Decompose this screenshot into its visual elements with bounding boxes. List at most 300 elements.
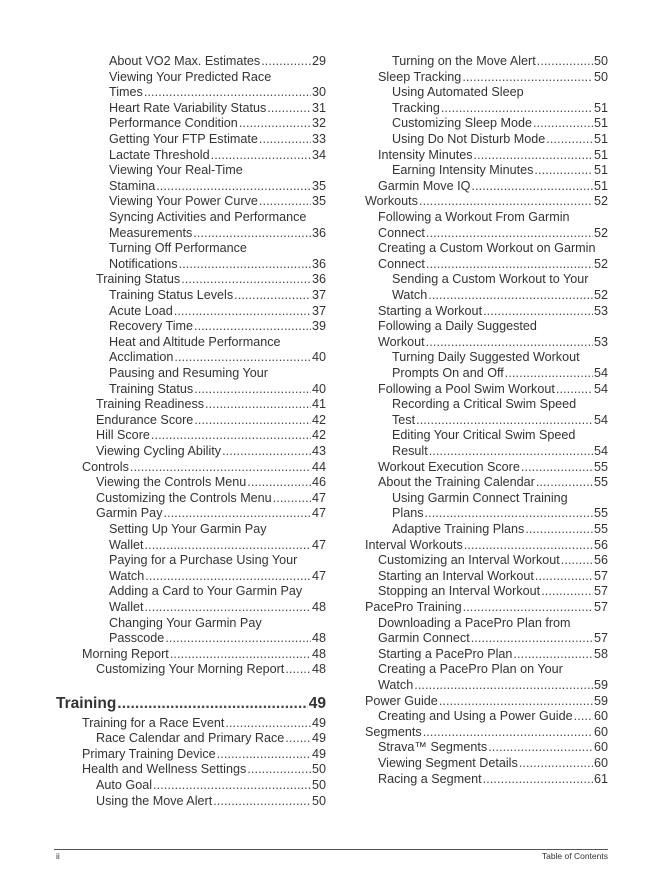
- toc-entry-title: Garmin Move IQ: [378, 178, 471, 193]
- toc-entry[interactable]: [54, 241, 326, 272]
- toc-page-number: 54: [593, 443, 608, 458]
- toc-dot-leader: [556, 382, 593, 398]
- toc-page-number: 59: [593, 677, 608, 692]
- toc-page-number: 51: [593, 100, 608, 115]
- toc-dot-leader: [441, 101, 593, 117]
- toc-dot-leader: [521, 460, 593, 476]
- toc-entry-title: Turning Off Performance: [109, 241, 247, 256]
- toc-entry-title: Following a Pool Swim Workout: [378, 381, 555, 396]
- toc-entry-title: Workout: [378, 334, 425, 349]
- toc-page-number: 49: [311, 746, 326, 761]
- toc-entry[interactable]: [365, 70, 608, 86]
- toc-page-number: 51: [593, 116, 608, 131]
- toc-entry-title: Creating a Custom Workout on Garmin: [378, 241, 596, 256]
- toc-dot-leader: [474, 148, 593, 164]
- toc-entry-title: PacePro Training: [365, 600, 462, 614]
- toc-entry-title: Garmin Connect: [378, 631, 470, 646]
- toc-entry-title: Stopping an Interval Workout: [378, 584, 541, 599]
- toc-entry-title: Viewing Segment Details: [378, 756, 518, 770]
- toc-entry-title: Racing a Segment: [378, 771, 482, 786]
- toc-entry[interactable]: [365, 132, 608, 148]
- toc-page-number: 55: [593, 475, 608, 490]
- toc-page-number: 61: [593, 771, 608, 786]
- toc-entry-title: Sleep Tracking: [378, 69, 462, 84]
- toc-dot-leader: [273, 491, 311, 507]
- toc-entry-title: Lactate Threshold: [109, 147, 210, 162]
- toc-entry-title: Auto Goal: [96, 778, 153, 792]
- toc-page-number: 36: [311, 256, 326, 271]
- toc-dot-leader: [505, 366, 593, 382]
- toc-page-number: 47: [311, 490, 326, 505]
- toc-page-number: 49: [308, 695, 326, 712]
- toc-entry-title: Prompts On and Off: [392, 365, 504, 380]
- toc-entry[interactable]: [54, 366, 326, 397]
- toc-chapter-entry[interactable]: [54, 696, 326, 712]
- toc-dot-leader: [156, 179, 311, 195]
- toc-entry[interactable]: [54, 747, 326, 763]
- toc-entry[interactable]: [365, 522, 608, 538]
- toc-dot-leader: [534, 163, 593, 179]
- toc-entry[interactable]: [54, 762, 326, 778]
- toc-page-number: 50: [593, 69, 608, 84]
- toc-dot-leader: [285, 662, 311, 678]
- toc-entry-title: Watch: [109, 568, 145, 583]
- toc-dot-leader: [519, 756, 593, 772]
- toc-entry[interactable]: [365, 538, 608, 554]
- toc-dot-leader: [222, 444, 311, 460]
- toc-entry-title: About the Training Calendar: [378, 475, 535, 490]
- toc-dot-leader: [145, 600, 311, 616]
- toc-dot-leader: [426, 226, 593, 242]
- toc-entry[interactable]: [365, 584, 608, 600]
- toc-dot-leader: [541, 584, 593, 600]
- toc-entry-title: Endurance Score: [96, 412, 194, 427]
- toc-entry-title: Health and Wellness Settings: [82, 762, 247, 777]
- toc-entry[interactable]: [54, 272, 326, 288]
- toc-entry[interactable]: [54, 319, 326, 335]
- toc-dot-leader: [247, 475, 311, 491]
- toc-page-number: 43: [311, 444, 326, 458]
- toc-entry[interactable]: [365, 553, 608, 569]
- toc-page-number: 54: [593, 365, 608, 380]
- toc-entry-title: Using Automated Sleep: [392, 85, 524, 100]
- toc-dot-leader: [194, 382, 311, 398]
- toc-entry-title: Race Calendar and Primary Race: [96, 731, 285, 746]
- toc-entry-title: Training Status: [109, 381, 194, 396]
- toc-entry-title: Watch: [392, 287, 428, 302]
- toc-entry-title: Training Status: [96, 272, 181, 287]
- toc-entry[interactable]: [365, 756, 608, 772]
- toc-entry-title: Starting an Interval Workout: [378, 568, 534, 583]
- toc-entry-title: Plans: [392, 506, 424, 521]
- toc-page-number: 41: [311, 397, 326, 412]
- toc-entry[interactable]: [54, 397, 326, 413]
- toc-dot-leader: [145, 538, 311, 554]
- toc-entry-title: Passcode: [109, 631, 165, 646]
- toc-entry-title: Viewing Your Power Curve: [109, 194, 258, 209]
- toc-entry[interactable]: [54, 522, 326, 553]
- toc-dot-leader: [267, 101, 311, 117]
- toc-entry-title: Morning Report: [82, 646, 169, 661]
- toc-page-number: 53: [593, 303, 608, 318]
- toc-dot-leader: [151, 428, 311, 444]
- toc-entry-title: Hill Score: [96, 428, 150, 443]
- toc-entry-title: Controls: [82, 459, 129, 474]
- toc-dot-leader: [537, 54, 593, 70]
- toc-entry-title: Notifications: [109, 256, 178, 271]
- toc-entry[interactable]: [365, 491, 608, 522]
- toc-page-number: 44: [311, 459, 326, 474]
- toc-entry-title: Syncing Activities and Performance: [109, 210, 307, 224]
- toc-entry[interactable]: [365, 569, 608, 585]
- toc-entry-title: Viewing Cycling Ability: [96, 444, 222, 458]
- toc-entry-title: Starting a Workout: [378, 303, 483, 318]
- toc-dot-leader: [194, 319, 311, 335]
- toc-page-number: 48: [311, 599, 326, 614]
- toc-entry[interactable]: [365, 397, 608, 428]
- toc-entry[interactable]: [365, 241, 608, 272]
- toc-dot-leader: [144, 85, 311, 101]
- toc-entry-title: Segments: [365, 724, 422, 739]
- toc-dot-leader: [261, 54, 311, 70]
- toc-entry[interactable]: [54, 662, 326, 678]
- toc-page-number: 37: [311, 288, 326, 302]
- toc-dot-leader: [462, 70, 593, 86]
- toc-dot-leader: [483, 304, 593, 320]
- toc-entry-title: Paying for a Purchase Using Your: [109, 553, 298, 568]
- toc-entry[interactable]: [365, 709, 608, 725]
- toc-entry[interactable]: [54, 647, 326, 663]
- toc-entry-title: Garmin Pay: [96, 506, 163, 521]
- toc-entry-title: Workouts: [365, 194, 418, 209]
- toc-dot-leader: [471, 179, 593, 195]
- toc-page-number: 48: [311, 646, 326, 661]
- toc-entry-title: Watch: [378, 677, 414, 692]
- toc-entry[interactable]: [365, 116, 608, 132]
- toc-dot-leader: [428, 288, 593, 304]
- toc-entry-title: Acute Load: [109, 303, 173, 318]
- toc-entry[interactable]: [365, 600, 608, 616]
- toc-entry-title: About VO2 Max. Estimates: [109, 54, 261, 68]
- toc-dot-leader: [179, 257, 311, 273]
- toc-entry-title: Creating and Using a Power Guide: [378, 709, 573, 724]
- toc-entry[interactable]: [365, 725, 608, 741]
- toc-page-number: 60: [593, 724, 608, 739]
- toc-dot-leader: [463, 600, 593, 616]
- toc-dot-leader: [165, 631, 311, 647]
- toc-page-number: 31: [311, 100, 326, 115]
- toc-dot-leader: [117, 696, 307, 712]
- toc-dot-leader: [425, 506, 593, 522]
- toc-entry-title: Training for a Race Event: [82, 715, 225, 730]
- toc-dot-leader: [525, 522, 593, 538]
- toc-entry[interactable]: [54, 194, 326, 210]
- toc-entry-title: Following a Workout From Garmin: [378, 210, 570, 224]
- toc-entry[interactable]: [54, 491, 326, 507]
- toc-entry-title: Changing Your Garmin Pay: [109, 615, 262, 630]
- toc-dot-leader: [174, 350, 311, 366]
- toc-entry-title: Performance Condition: [109, 116, 238, 131]
- toc-page-number: 46: [311, 475, 326, 490]
- toc-page-number: 51: [593, 163, 608, 178]
- toc-page-number: 37: [311, 303, 326, 318]
- toc-entry[interactable]: [54, 553, 326, 584]
- toc-entry-title: Editing Your Critical Swim Speed: [392, 428, 576, 443]
- toc-entry[interactable]: [54, 616, 326, 647]
- toc-dot-leader: [194, 413, 311, 429]
- toc-page-number: 36: [311, 225, 326, 240]
- toc-entry[interactable]: [54, 444, 326, 460]
- toc-page-number: 54: [593, 412, 608, 427]
- toc-entry-title: Heart Rate Variability Status: [109, 100, 267, 115]
- toc-entry-title: Acclimation: [109, 350, 174, 365]
- toc-entry[interactable]: [365, 85, 608, 116]
- toc-dot-leader: [574, 709, 593, 725]
- toc-dot-leader: [439, 694, 593, 710]
- toc-page-number: 35: [311, 194, 326, 209]
- toc-page-number: 52: [593, 194, 608, 209]
- toc-entry[interactable]: [365, 382, 608, 398]
- toc-entry[interactable]: [54, 304, 326, 320]
- toc-entry[interactable]: [365, 772, 608, 788]
- toc-page-number: 57: [593, 600, 608, 614]
- toc-dot-leader: [471, 631, 593, 647]
- toc-page-number: 42: [311, 412, 326, 427]
- toc-entry-title: Primary Training Device: [82, 746, 216, 761]
- toc-entry[interactable]: [365, 350, 608, 381]
- toc-dot-leader: [426, 257, 593, 273]
- footer-page-number: ii: [56, 851, 60, 861]
- toc-page-number: 40: [311, 350, 326, 365]
- toc-dot-leader: [414, 678, 593, 694]
- toc-page-number: 51: [593, 178, 608, 193]
- toc-entry[interactable]: [365, 428, 608, 459]
- toc-entry[interactable]: [54, 716, 326, 732]
- toc-page-number: 34: [311, 147, 326, 162]
- toc-dot-leader: [181, 272, 311, 288]
- toc-page-number: 58: [593, 646, 608, 661]
- toc-entry-title: Using the Move Alert: [96, 793, 213, 808]
- toc-dot-leader: [213, 794, 311, 810]
- toc-entry-title: Connect: [378, 256, 425, 271]
- toc-dot-leader: [536, 475, 593, 491]
- toc-entry[interactable]: [365, 272, 608, 303]
- toc-page-number: 50: [593, 54, 608, 68]
- toc-dot-leader: [483, 772, 593, 788]
- toc-entry-title: Connect: [378, 225, 425, 240]
- toc-entry-title: Pausing and Resuming Your: [109, 366, 268, 380]
- toc-entry-title: Times: [109, 85, 143, 100]
- toc-dot-leader: [170, 647, 311, 663]
- toc-entry[interactable]: [54, 335, 326, 366]
- toc-entry-title: Sending a Custom Workout to Your: [392, 272, 589, 287]
- toc-entry[interactable]: [54, 778, 326, 794]
- toc-dot-leader: [234, 288, 311, 304]
- toc-dot-leader: [546, 132, 593, 148]
- toc-page-number: 47: [311, 506, 326, 521]
- toc-entry[interactable]: [365, 304, 608, 320]
- toc-entry[interactable]: [54, 148, 326, 164]
- toc-entry-title: Setting Up Your Garmin Pay: [109, 522, 267, 536]
- toc-entry[interactable]: [365, 740, 608, 756]
- toc-page-number: 60: [593, 740, 608, 755]
- toc-dot-leader: [205, 397, 311, 413]
- toc-entry[interactable]: [54, 163, 326, 194]
- toc-page-number: 52: [593, 256, 608, 271]
- toc-page-number: 48: [311, 662, 326, 677]
- toc-entry-title: Viewing the Controls Menu: [96, 475, 247, 490]
- toc-dot-leader: [561, 553, 593, 569]
- toc-page-number: 51: [593, 147, 608, 162]
- toc-entry[interactable]: [365, 319, 608, 350]
- toc-entry-title: Getting Your FTP Estimate: [109, 132, 258, 146]
- toc-entry-title: Adding a Card to Your Garmin Pay: [109, 584, 303, 599]
- toc-entry-title: Earning Intensity Minutes: [392, 163, 534, 178]
- toc-page-number: 57: [593, 584, 608, 599]
- toc-dot-leader: [145, 569, 311, 585]
- toc-page-number: 52: [593, 287, 608, 302]
- toc-page-number: 29: [311, 54, 326, 68]
- toc-page-number: 54: [593, 381, 608, 396]
- toc-dot-leader: [416, 413, 593, 429]
- toc-entry-title: Customizing the Controls Menu: [96, 490, 272, 505]
- toc-entry[interactable]: [54, 794, 326, 810]
- footer-divider: [54, 849, 608, 850]
- toc-dot-leader: [153, 778, 311, 794]
- toc-dot-leader: [488, 740, 593, 756]
- toc-dot-leader: [535, 569, 593, 585]
- toc-entry[interactable]: [54, 413, 326, 429]
- toc-page-number: 47: [311, 537, 326, 552]
- toc-page-number: 50: [311, 762, 326, 777]
- toc-entry-title: Measurements: [109, 225, 193, 240]
- toc-page-number: 40: [311, 381, 326, 396]
- toc-dot-leader: [193, 226, 311, 242]
- toc-entry[interactable]: [54, 460, 326, 476]
- toc-entry-title: Downloading a PacePro Plan from: [378, 615, 571, 630]
- toc-entry[interactable]: [365, 163, 608, 179]
- toc-entry[interactable]: [365, 148, 608, 164]
- toc-page-number: 33: [311, 132, 326, 146]
- toc-page-number: 59: [593, 693, 608, 708]
- toc-entry[interactable]: [54, 70, 326, 101]
- toc-entry[interactable]: [54, 731, 326, 747]
- toc-page-number: 30: [311, 85, 326, 100]
- toc-page-number: 36: [311, 272, 326, 287]
- toc-page-number: 55: [593, 459, 608, 474]
- toc-entry-title: Creating a PacePro Plan on Your: [378, 662, 563, 677]
- toc-entry[interactable]: [54, 132, 326, 148]
- toc-dot-leader: [426, 335, 593, 351]
- toc-entry[interactable]: [365, 179, 608, 195]
- toc-entry-title: Result: [392, 443, 428, 458]
- toc-entry[interactable]: [365, 647, 608, 663]
- toc-entry-title: Using Do Not Disturb Mode: [392, 132, 546, 146]
- toc-dot-leader: [259, 132, 311, 148]
- toc-dot-leader: [239, 116, 311, 132]
- toc-entry[interactable]: [365, 616, 608, 647]
- toc-dot-leader: [419, 194, 593, 210]
- toc-page-number: 35: [311, 178, 326, 193]
- toc-entry[interactable]: [54, 506, 326, 522]
- toc-dot-leader: [130, 460, 311, 476]
- toc-page-number: 48: [311, 631, 326, 646]
- toc-entry[interactable]: [54, 584, 326, 615]
- toc-entry-title: Interval Workouts: [365, 537, 463, 552]
- toc-entry-title: Following a Daily Suggested: [378, 319, 537, 334]
- toc-entry-title: Viewing Your Real-Time: [109, 163, 243, 178]
- toc-entry-title: Customizing Sleep Mode: [392, 116, 533, 131]
- toc-page-number: 60: [593, 756, 608, 770]
- toc-page-number: 57: [593, 631, 608, 646]
- toc-entry[interactable]: [365, 210, 608, 241]
- toc-entry-title: Customizing Your Morning Report: [96, 662, 285, 677]
- toc-entry-title: Using Garmin Connect Training: [392, 490, 568, 505]
- toc-entry-title: Turning on the Move Alert: [392, 54, 536, 68]
- toc-entry[interactable]: [54, 428, 326, 444]
- toc-dot-leader: [164, 506, 311, 522]
- toc-entry-title: Training: [56, 695, 117, 712]
- toc-entry-title: Viewing Your Predicted Race: [109, 69, 272, 84]
- toc-entry[interactable]: [365, 194, 608, 210]
- toc-dot-leader: [247, 762, 311, 778]
- toc-entry[interactable]: [365, 694, 608, 710]
- toc-entry-title: Intensity Minutes: [378, 147, 473, 162]
- toc-entry-title: Strava™ Segments: [378, 740, 488, 755]
- toc-page-number: 57: [593, 568, 608, 583]
- toc-page-number: 47: [311, 568, 326, 583]
- toc-dot-leader: [429, 444, 593, 460]
- toc-entry[interactable]: [54, 101, 326, 117]
- toc-entry[interactable]: [54, 288, 326, 304]
- toc-entry[interactable]: [54, 475, 326, 491]
- toc-entry-title: Wallet: [109, 599, 144, 614]
- toc-page-number: 56: [593, 537, 608, 552]
- toc-page-number: 49: [311, 731, 326, 746]
- toc-dot-leader: [217, 747, 311, 763]
- toc-page-number: 60: [593, 709, 608, 724]
- toc-page-number: 39: [311, 319, 326, 334]
- toc-entry-title: Training Status Levels: [109, 288, 234, 302]
- toc-entry-title: Training Readiness: [96, 397, 205, 412]
- toc-entry[interactable]: [365, 475, 608, 491]
- toc-entry-title: Stamina: [109, 178, 156, 193]
- toc-page-number: 42: [311, 428, 326, 443]
- toc-page-number: 55: [593, 522, 608, 536]
- toc-entry[interactable]: [54, 210, 326, 241]
- toc-entry[interactable]: [54, 54, 326, 70]
- toc-entry-title: Tracking: [392, 100, 440, 115]
- toc-page-number: 49: [311, 715, 326, 730]
- toc-entry[interactable]: [54, 116, 326, 132]
- toc-dot-leader: [285, 731, 311, 747]
- toc-page-number: 52: [593, 225, 608, 240]
- toc-entry[interactable]: [365, 662, 608, 693]
- toc-dot-leader: [259, 194, 311, 210]
- toc-entry[interactable]: [365, 460, 608, 476]
- toc-page-number: 50: [311, 793, 326, 808]
- toc-entry-title: Workout Execution Score: [378, 459, 520, 474]
- footer-section-title: Table of Contents: [541, 851, 608, 861]
- toc-entry[interactable]: [365, 54, 608, 70]
- toc-entry-title: Heat and Altitude Performance: [109, 334, 281, 349]
- toc-dot-leader: [174, 304, 311, 320]
- toc-entry-title: Starting a PacePro Plan: [378, 646, 513, 661]
- toc-entry-title: Wallet: [109, 537, 144, 552]
- toc-entry-title: Power Guide: [365, 693, 438, 708]
- toc-dot-leader: [464, 538, 593, 554]
- toc-entry-title: Customizing an Interval Workout: [378, 553, 560, 568]
